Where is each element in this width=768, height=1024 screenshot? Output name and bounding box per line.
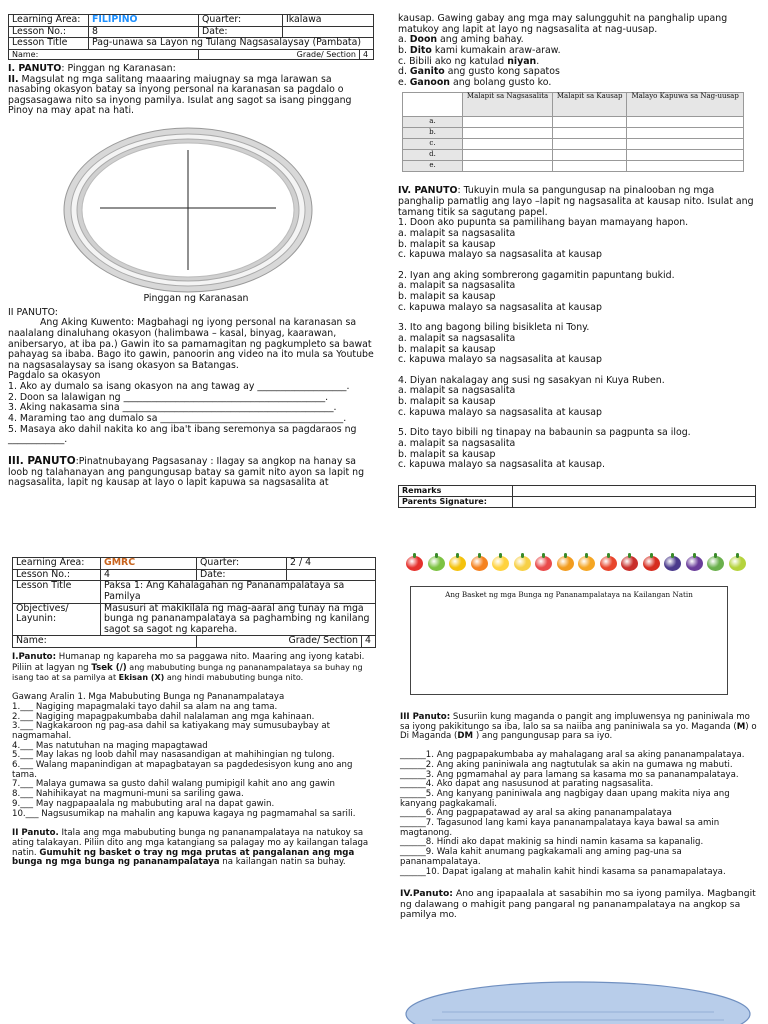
sentence-pre: a.	[398, 34, 410, 46]
iii-item[interactable]: ______2. Ang aking paniniwala ang nagtutulak sa akin na gumawa ng mabuti.	[400, 759, 733, 770]
table-cell[interactable]	[627, 150, 744, 161]
fruit-icon	[535, 556, 552, 571]
iii-item[interactable]: ______4. Ako dapat ang nasusunod at parating nagsasalita.	[400, 779, 654, 790]
gawain-item[interactable]: 6.___ Walang mapanindigan at mapagbatayan sa pagdedesisyon kung ano ang tama.	[12, 760, 353, 780]
ii-items	[8, 382, 374, 446]
ii-item[interactable]: 3. Aking nakasama sina _____________________________________________.	[8, 402, 337, 414]
s2-iii-panuto	[400, 713, 758, 742]
sentence-post: ang gusto kong sapatos	[444, 66, 560, 78]
iv-question-text: 1. Doon ako pupunta sa pamilihang bayan mamayang hapon.	[398, 217, 689, 229]
remarks-table	[398, 485, 756, 508]
iv-text: : Tukuyin mula sa pangungusap na pinalooban ng mga panghalip pamatlig ang layo –lapit ng nagsasalita at kausap nito. Isulat ang tamang titik sa sagutang papel.	[398, 185, 754, 218]
objectives-value: Masusuri at makikilala ng mag-aaral ang tunay na mga bunga ng pananampalataya sa paghambing ng kanilang sagot sa sagot ng kapareha.	[101, 603, 376, 636]
sheet1-right	[398, 14, 756, 508]
basket-title: Ang Basket ng mga Bunga ng Pananampalataya na Kailangan Natin	[445, 590, 693, 599]
lesson-no-value: 8	[89, 26, 199, 38]
lesson-title-label: Lesson Title	[13, 581, 101, 603]
s2-iv-text: Ano ang ipapaalala at sasabihin mo sa iyong pamilya. Magbangit ng dalawang o mahigit pang pangaral ng pananampalataya na angkop sa pamilya mo.	[400, 888, 756, 921]
panuto1-title: I. PANUTO	[8, 62, 62, 74]
iii-item[interactable]: ______3. Ang pgmamahal ay para lamang sa kasama mo sa pananampalataya.	[400, 769, 739, 780]
s2-i-title: I.Panuto:	[12, 652, 57, 662]
ii-item[interactable]: 4. Maraming tao ang dumalo sa _______________________________________.	[8, 412, 347, 424]
s2-i-text3: ang hindi mabubuting bunga nito.	[164, 673, 304, 683]
gawain-item[interactable]: 2.___ Nagiging mapagpakumbaba dahil nalalaman ang mga kahinaan.	[12, 711, 315, 722]
iv-question	[398, 323, 756, 366]
sentence-pre: d.	[398, 66, 410, 78]
table-cell[interactable]	[553, 117, 627, 128]
gawain-title: Gawang Aralin 1. Mga Mabubuting Bunga ng Pananampalataya	[12, 692, 285, 703]
plate-caption: Pinggan ng Karanasan	[143, 293, 249, 305]
gawain-list	[12, 703, 376, 819]
iv-choice[interactable]: b. malapit sa kausap	[398, 448, 496, 460]
s2-iii-m: M	[736, 721, 746, 732]
table-header: Malapit sa Nagsasalita	[463, 93, 553, 117]
s2-iii-section	[400, 713, 758, 920]
s2-iii-dm: DM	[457, 731, 474, 742]
table-cell[interactable]	[463, 128, 553, 139]
iv-title: IV. PANUTO	[398, 185, 458, 197]
table-row-label: b.	[403, 128, 463, 139]
grade-section-value: 4	[360, 49, 374, 59]
fruit-icon	[471, 556, 488, 571]
sentence-pronoun: Doon	[409, 34, 438, 46]
table-cell[interactable]	[627, 161, 744, 172]
date-field[interactable]	[283, 26, 374, 38]
learning-area-label: Learning Area:	[13, 558, 101, 570]
iii-text: :Pinatnubayang Pagsasanay : Ilagay sa angkop na hanay sa loob ng talahanayan ang pangungusap batay sa gamit nito ayon sa lapit ng nagsasalita, lapit ng kausap at layo o lapit kapuwa sa nagsasalita at	[8, 455, 365, 489]
fruit-strip	[400, 556, 760, 576]
panuto1-text: : Pinggan ng Karanasan:	[61, 62, 176, 74]
sentence-pre: b.	[398, 44, 410, 56]
table-header: Malapit sa Kausap	[553, 93, 627, 117]
sentence-post: .	[536, 55, 540, 67]
s2-i-ekis: Ekisan (X)	[118, 673, 165, 683]
s2-i-text: Humanap ng kapareha mo sa paggawa nito. Maaring ang iyong katabi. Piliin at lagyan ng	[12, 652, 365, 673]
ii-panuto-title: II PANUTO:	[8, 306, 58, 318]
s2-iv-panuto	[400, 889, 758, 920]
iv-choice[interactable]: c. kapuwa malayo sa nagsasalita at kausap.	[398, 459, 605, 471]
sheet2-right	[400, 556, 760, 921]
iv-choice[interactable]: c. kapuwa malayo sa nagsasalita at kausap	[398, 354, 602, 366]
ii-heading: Ang Aking Kuwento:	[40, 317, 135, 329]
gawain-item[interactable]: 4.___ Mas natutuhan na maging mapagtawad	[12, 740, 208, 751]
iv-question-text: 4. Diyan nakalagay ang susi ng sasakyan ni Kuya Ruben.	[398, 374, 665, 386]
name-label[interactable]: Name:	[9, 49, 199, 59]
panuto2-text: Magsulat ng mga salitang maaaring maiugnay sa mga larawan sa nasabing okasyon batay sa inyong personal na karanasan sa pagdalo o pagsasagawa nito sa inyong pamilya. Isulat ang sagot sa isang pinggang Pinoy na may apat na hati.	[8, 73, 352, 117]
lesson-title-value: Paksa 1: Ang Kahalagahan ng Pananampalataya sa Pamilya	[101, 581, 376, 603]
quarter-label: Quarter:	[197, 558, 287, 570]
date-label: Date:	[197, 569, 287, 581]
remarks-field[interactable]	[513, 485, 756, 496]
table-cell[interactable]	[553, 161, 627, 172]
objectives-label: Objectives/ Layunin:	[13, 603, 101, 636]
iii-item[interactable]: ______5. Ang kanyang paniniwala ang nagbigay daan upang makita niya ang kanyang pagkakamali.	[400, 788, 730, 809]
fruit-icon	[514, 556, 531, 571]
iv-choice[interactable]: c. kapuwa malayo sa nagsasalita at kausap	[398, 301, 602, 313]
gawain-item[interactable]: 10.___ Nagsusumikap na mahalin ang kapuwa kagaya ng pagmamahal sa sarili.	[12, 808, 356, 819]
remarks-label: Remarks	[399, 485, 513, 496]
table-header: Malayo Kapuwa sa Nag-uusap	[627, 93, 744, 117]
basket-box[interactable]	[410, 586, 728, 695]
iii-item[interactable]: ______8. Hindi ako dapat makinig sa hindi namin kasama sa kapanalig.	[400, 837, 704, 848]
table-cell[interactable]	[553, 150, 627, 161]
quarter-label: Quarter:	[199, 15, 283, 27]
sentence-pronoun: Ganoon	[409, 76, 450, 88]
fruit-icon	[643, 556, 660, 571]
sentence-pronoun: niyan	[507, 55, 537, 67]
gawain-item[interactable]: 8.___ Nahihikayat na magmuni-muni sa sariling gawa.	[12, 789, 244, 800]
iii-item[interactable]: ______10. Dapat igalang at mahalin kahit hindi kasama sa panamapalataya.	[400, 866, 726, 877]
table-row-label: d.	[403, 150, 463, 161]
s2-ii-panuto	[12, 829, 376, 868]
s2-iii-title: III Panuto:	[400, 712, 451, 722]
gawain-item[interactable]: 7.___ Malaya gumawa sa gusto dahil walang pumipigil kahit ano ang gawin	[12, 779, 335, 790]
answer-oval[interactable]	[402, 976, 754, 1024]
table-row-label: c.	[403, 139, 463, 150]
iv-choice[interactable]: a. malapit sa nagsasalita	[398, 227, 516, 239]
iv-choice[interactable]: a. malapit sa nagsasalita	[398, 280, 516, 292]
learning-area-label: Learning Area:	[9, 15, 89, 27]
table-cell[interactable]	[463, 161, 553, 172]
lesson-title-label: Lesson Title	[9, 38, 89, 50]
date-label: Date:	[199, 26, 283, 38]
iii-item[interactable]: ______6. Ang pagpapatawad ay aral sa aking pananampalataya	[400, 808, 672, 819]
sentence-pre: c. Bibili ako ng katulad	[398, 55, 508, 67]
iii-item[interactable]: ______7. Tagasunod lang kami kaya pananampalataya kaya bawal sa amin magtanong.	[400, 818, 720, 838]
iv-choice[interactable]: b. malapit sa kausap	[398, 396, 496, 407]
ii-sub: Pagdalo sa okasyon	[8, 370, 101, 382]
sentence-pronoun: Dito	[409, 44, 432, 56]
iii-continued: kausap. Gawing gabay ang mga may salungguhit na panghalip upang matukoy ang lapit at layo ng nagsasalita at nag-uusap.	[398, 13, 728, 35]
iv-question	[398, 376, 756, 419]
quarter-value: Ikalawa	[283, 15, 374, 27]
s2-iii-text3: ) ang pangungusap para sa iyo.	[473, 731, 613, 742]
ii-item[interactable]: 2. Doon sa lalawigan ng ___________________________________________.	[8, 391, 329, 403]
gawain-item[interactable]: 5.___ May lakas ng loob dahil may nasasandigan at mahihingian ng tulong.	[12, 750, 335, 761]
table-cell[interactable]	[463, 117, 553, 128]
table-cell[interactable]	[627, 117, 744, 128]
s2-iii-text2: ) o Di Maganda (	[400, 721, 757, 742]
classification-table	[402, 92, 744, 172]
table-cell[interactable]	[463, 150, 553, 161]
grade-section-label: Grade/ Section	[197, 636, 362, 648]
panuto2-title: II.	[8, 73, 19, 85]
parents-signature-label: Parents Signature:	[399, 496, 513, 507]
sentence-pre: e.	[398, 76, 410, 88]
lesson-no-label: Lesson No.:	[9, 26, 89, 38]
fruit-icon	[707, 556, 724, 571]
iv-question-text: 3. Ito ang bagong biling bisikleta ni Tony.	[398, 322, 590, 334]
iv-question	[398, 428, 756, 471]
s2-i-text2: ang mabubuting bunga ng pananampalataya sa buhay ng isang tao at sa pamilya at	[12, 662, 363, 683]
table-cell[interactable]	[627, 128, 744, 139]
sheet1-left	[8, 14, 374, 489]
iii-panuto	[8, 456, 374, 489]
iii-item[interactable]: ______9. Wala kahit anumang pagkakamali ang aming pag-una sa pananampalataya.	[400, 847, 682, 867]
iv-choice[interactable]: a. malapit sa nagsasalita	[398, 332, 516, 344]
sentence-post: kami kumakain araw-araw.	[431, 44, 561, 56]
sentence-post: ang bolang gusto ko.	[450, 76, 552, 88]
iii-item[interactable]: ______1. Ang pagpapakumbaba ay mahalagang aral sa aking pananampalataya.	[400, 750, 745, 761]
iv-question	[398, 218, 756, 261]
parents-signature-field[interactable]	[513, 496, 756, 507]
iv-choice[interactable]: b. malapit sa kausap	[398, 238, 496, 250]
iv-question-text: 5. Dito tayo bibili ng tinapay na babaunin sa pagpunta sa ilog.	[398, 427, 691, 439]
s2-iv-title: IV.Panuto:	[400, 888, 453, 900]
fruit-icon	[449, 556, 466, 571]
fruit-icon	[686, 556, 703, 571]
fruit-icon	[406, 556, 423, 571]
sheet2-header-table	[12, 557, 376, 648]
name-label[interactable]: Name:	[13, 636, 197, 648]
fruit-icon	[578, 556, 595, 571]
fruit-icon	[664, 556, 681, 571]
ii-panuto-body	[8, 318, 374, 371]
s2-i-panuto	[12, 653, 376, 684]
gawain-item[interactable]: 1.___ Nagiging mapagmalaki tayo dahil sa alam na ang tama.	[12, 701, 278, 712]
iv-choice[interactable]: c. kapuwa malayo sa nagsasalita at kausap	[398, 406, 602, 418]
s2-ii-text2: na kailangan natin sa buhay.	[219, 857, 346, 868]
sentence-list	[398, 35, 756, 88]
gawain-item[interactable]: 3.___ Nagkakaroon ng pag-asa dahil sa katiyakang may sumusubaybay at nagmamahal.	[12, 721, 331, 741]
s2-iii-text: Susuriin kung maganda o pangit ang impluwensya ng paniniwala mo sa iyong pakikitungo sa iba, lalo sa sa naiiba ang paniniwala sa yo. Maganda (	[400, 712, 750, 732]
lesson-no-value: 4	[101, 569, 197, 581]
sentence-item	[398, 78, 756, 89]
pinggan-plate	[8, 122, 374, 300]
s2-i-tsek: Tsek (/)	[91, 662, 127, 673]
ii-item[interactable]: 1. Ako ay dumalo sa isang okasyon na ang tawag ay ___________________.	[8, 381, 350, 393]
sentence-post: ang aming bahay.	[437, 34, 524, 46]
s2-ii-bold: Gumuhit ng basket o tray ng mga prutas at pangalanan ang mga bunga ng mga bunga ng pananampalataya	[12, 847, 355, 868]
iv-choice[interactable]: c. kapuwa malayo sa nagsasalita at kausap	[398, 249, 602, 261]
iv-question-text: 2. Iyan ang aking sombrerong gagamitin papuntang bukid.	[398, 269, 675, 281]
learning-area-value: GMRC	[101, 558, 197, 570]
iv-choice[interactable]: a. malapit sa nagsasalita	[398, 437, 516, 449]
s2-ii-title: II Panuto.	[12, 828, 59, 839]
fruit-icon	[729, 556, 746, 571]
fruit-icon	[600, 556, 617, 571]
table-corner	[403, 93, 463, 117]
iv-choice[interactable]: b. malapit sa kausap	[398, 291, 496, 302]
quarter-value: 2 / 4	[287, 558, 376, 570]
plate-drawing	[8, 122, 374, 300]
grade-section-label: Grade/ Section	[199, 49, 360, 59]
learning-area-value: FILIPINO	[89, 15, 199, 27]
iv-choice[interactable]: b. malapit sa kausap	[398, 343, 496, 355]
gawain-item[interactable]: 9.___ May nagpapaalala ng mabubuting aral na dapat gawin.	[12, 798, 275, 809]
table-row-label: e.	[403, 161, 463, 172]
lesson-title-value: Pag-unawa sa Layon ng Tulang Nagsasalaysay (Pambata)	[89, 38, 374, 50]
date-field[interactable]	[287, 569, 376, 581]
s2-ii-text: Itala ang mga mabubuting bunga ng pananampalataya na natukoy sa ating talakayan. Piliin dito ang mga katangiang sa palagay mo ay kailangan talaga natin.	[12, 828, 369, 858]
iv-panuto	[398, 186, 756, 218]
lesson-no-label: Lesson No.:	[13, 569, 101, 581]
fruit-icon	[492, 556, 509, 571]
ii-text: Magbahagi ng iyong personal na karanasan sa naalalang dinaluhang okasyon (halimbawa – kasal, binyag, kaarawan, anibersaryo, at iba pa.) Gawin ito sa pamamagitan ng pagkumpleto sa bawat pahayag sa ibaba. Bago ito gawin, panoorin ang video na ito mula sa Youtube na nagsasalaysay sa isang okasyon sa Batangas.	[8, 317, 374, 371]
sheet2-left	[12, 557, 376, 868]
fruit-icon	[428, 556, 445, 571]
sheet1-header-table	[8, 14, 374, 60]
table-row-label: a.	[403, 117, 463, 128]
iv-choice[interactable]: a. malapit sa nagsasalita	[398, 385, 516, 397]
iv-question	[398, 271, 756, 314]
table-cell[interactable]	[553, 139, 627, 150]
table-cell[interactable]	[627, 139, 744, 150]
panuto2	[8, 75, 374, 118]
grade-section-value: 4	[362, 636, 376, 648]
fruit-icon	[557, 556, 574, 571]
fruit-icon	[621, 556, 638, 571]
ii-item[interactable]: 5. Masaya ako dahil nakita ko ang iba't ibang seremonya sa pagdaraos ng ____________.	[8, 423, 357, 446]
table-cell[interactable]	[553, 128, 627, 139]
iii-title: III. PANUTO	[8, 454, 76, 467]
table-cell[interactable]	[463, 139, 553, 150]
sentence-pronoun: Ganito	[409, 66, 445, 78]
